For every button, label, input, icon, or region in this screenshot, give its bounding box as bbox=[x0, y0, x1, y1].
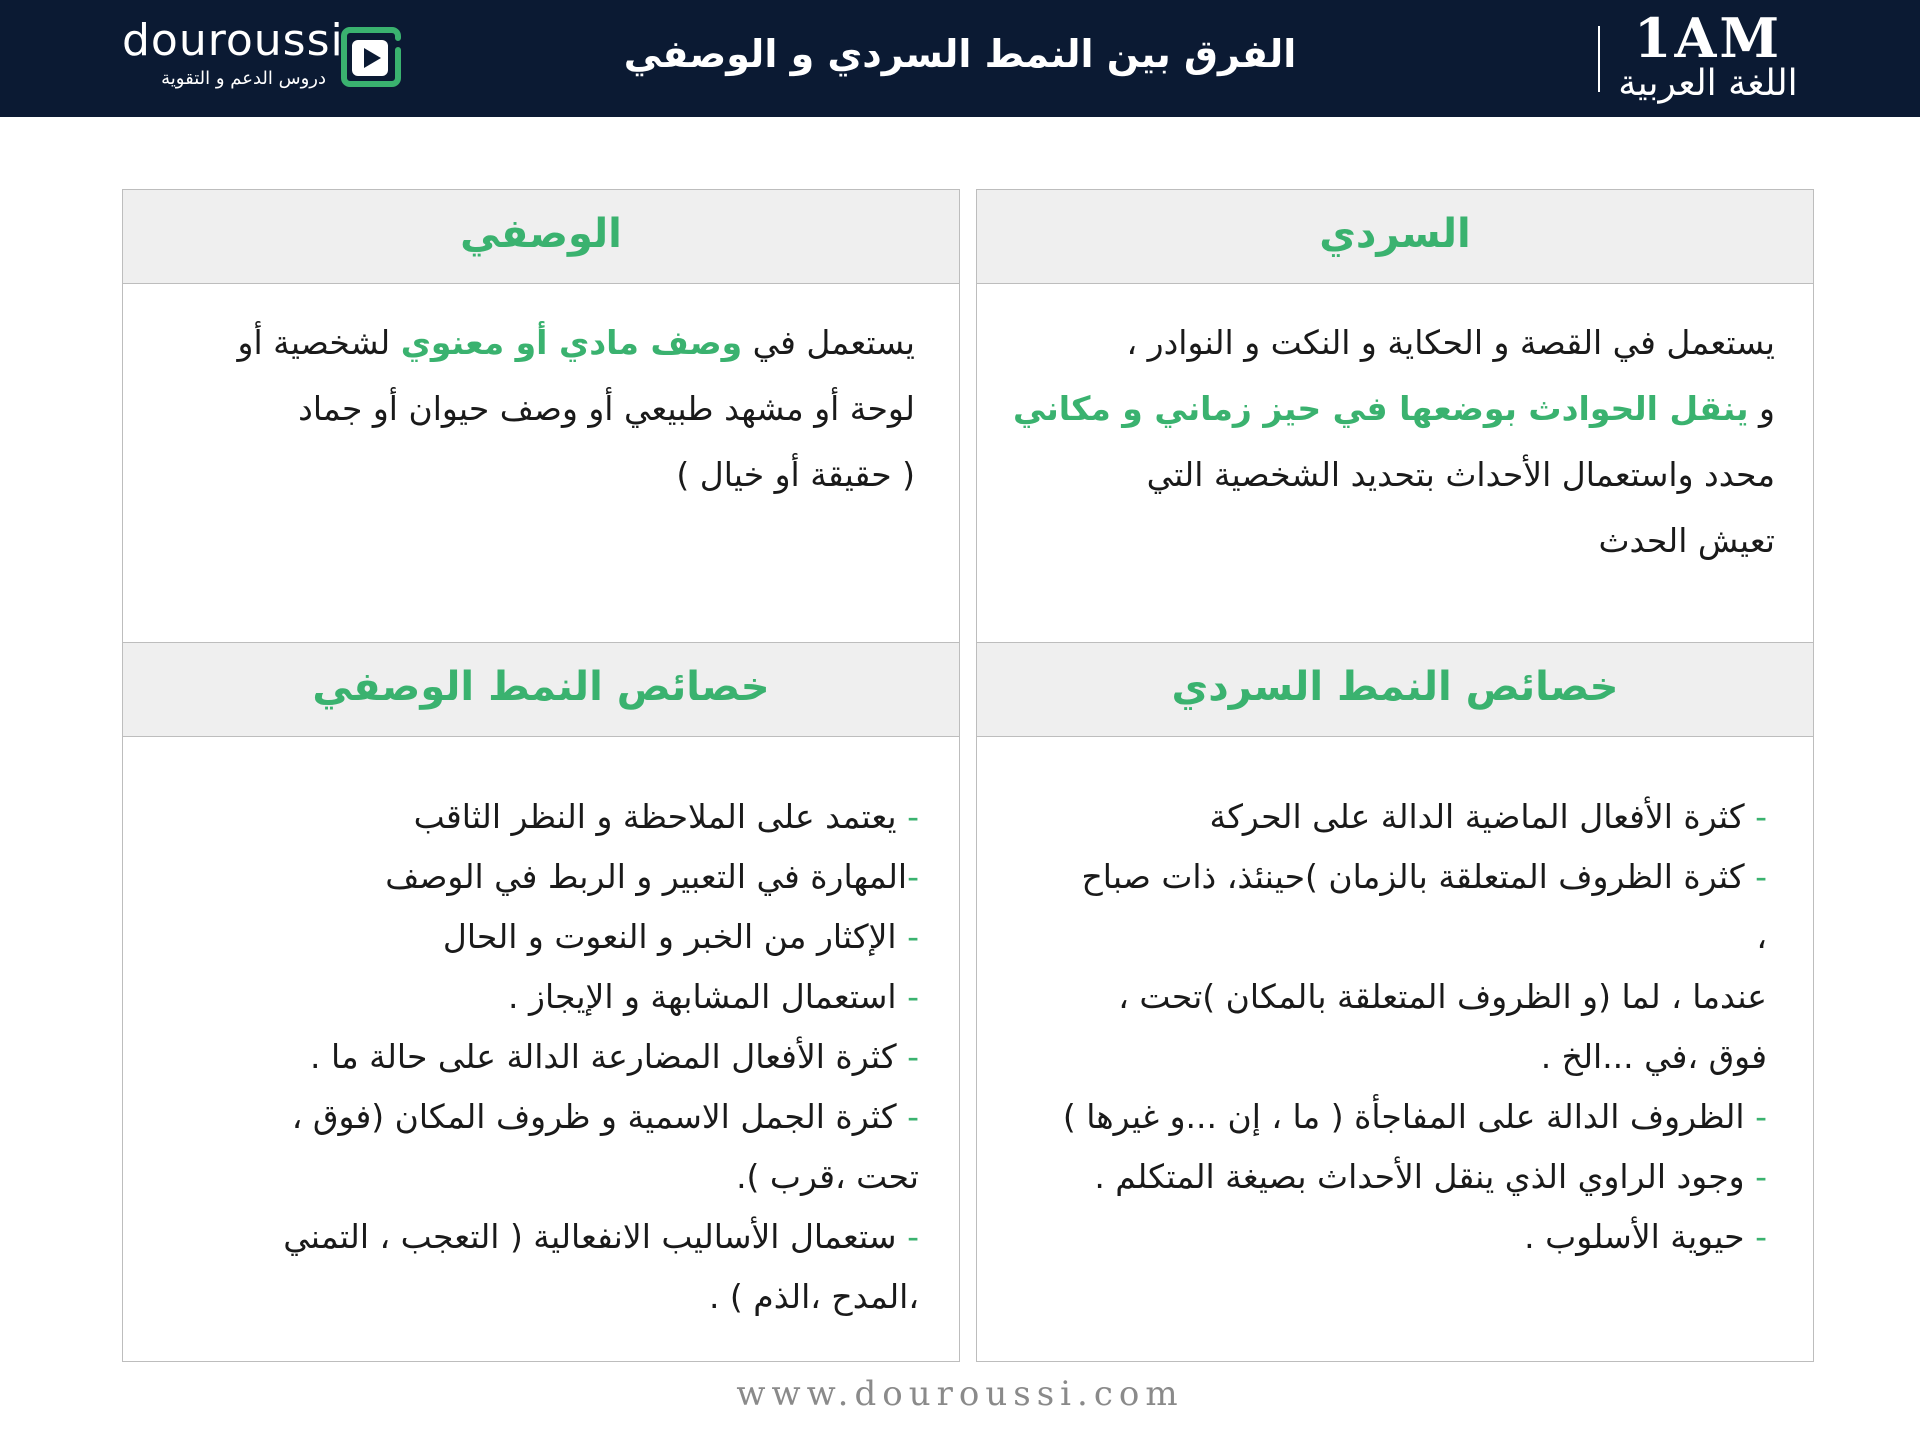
descriptive-heading: الوصفي bbox=[460, 211, 622, 257]
narrative-definition-cell bbox=[976, 283, 1814, 643]
page-header bbox=[0, 0, 1920, 117]
narrative-def-line-2 bbox=[995, 376, 1775, 442]
logo-wordmark: douroussi bbox=[122, 15, 344, 66]
bullet-dash: - bbox=[1744, 1097, 1767, 1136]
list-item bbox=[129, 907, 919, 967]
feature-text: ستعمال الأساليب الانفعالية ( التعجب ، التمني bbox=[283, 1217, 897, 1256]
list-item-continuation: فوق ،في ...الخ . bbox=[1540, 1037, 1767, 1076]
list-item bbox=[129, 967, 919, 1027]
bullet-dash: - bbox=[1744, 1157, 1767, 1196]
feature-text: كثرة الظروف المتعلقة بالزمان )حينئذ، ذات صباح bbox=[1081, 857, 1745, 896]
bullet-dash: - bbox=[1744, 1217, 1767, 1256]
narrative-features-heading-cell bbox=[976, 642, 1814, 737]
subject-label: اللغة العربية bbox=[1618, 63, 1798, 104]
descriptive-def-suffix: لشخصية أو bbox=[237, 323, 401, 362]
narrative-def-line-4: تعيش الحدث bbox=[1598, 521, 1775, 560]
list-item bbox=[987, 787, 1767, 847]
descriptive-definition bbox=[135, 310, 915, 508]
logo-tagline: دروس الدعم و التقوية bbox=[161, 68, 326, 89]
descriptive-def-highlight: وصف مادي أو معنوي bbox=[400, 323, 743, 362]
narrative-heading: السردي bbox=[1319, 211, 1471, 257]
descriptive-features-heading: خصائص النمط الوصفي bbox=[312, 664, 770, 710]
feature-text: الإكثار من الخبر و النعوت و الحال bbox=[442, 917, 897, 956]
list-item bbox=[129, 847, 919, 907]
list-item bbox=[129, 1027, 919, 1087]
list-item bbox=[987, 1147, 1767, 1207]
list-item bbox=[129, 1207, 919, 1267]
grade-block bbox=[1588, 0, 1828, 117]
narrative-def-line-1: يستعمل في القصة و الحكاية و النكت و النوادر ، bbox=[1126, 323, 1775, 362]
feature-text: كثرة الأفعال المضارعة الدالة على حالة ما . bbox=[309, 1037, 897, 1076]
grade-label: 1AM bbox=[1633, 6, 1783, 70]
bullet-dash: - bbox=[896, 1217, 919, 1256]
bullet-dash: - bbox=[896, 1097, 919, 1136]
list-item-continuation: ،المدح ،الذم ) . bbox=[708, 1277, 919, 1316]
descriptive-features-heading-cell bbox=[122, 642, 960, 737]
list-item bbox=[129, 787, 919, 847]
bullet-dash: - bbox=[896, 917, 919, 956]
narrative-features-cell bbox=[976, 736, 1814, 1362]
feature-text: كثرة الجمل الاسمية و ظروف المكان (فوق ، bbox=[291, 1097, 897, 1136]
list-item-continuation: عندما ، لما (و الظروف المتعلقة بالمكان )تحت ، bbox=[1118, 977, 1767, 1016]
descriptive-def-line-1 bbox=[135, 310, 915, 376]
narrative-features-list bbox=[987, 787, 1767, 1267]
feature-text: كثرة الأفعال الماضية الدالة على الحركة bbox=[1209, 797, 1745, 836]
feature-text: الظروف الدالة على المفاجأة ( ما ، إن ...و غيرها ) bbox=[1062, 1097, 1745, 1136]
play-icon bbox=[336, 22, 406, 92]
page-title: الفرق بين النمط السردي و الوصفي bbox=[623, 32, 1297, 76]
descriptive-features-list bbox=[129, 787, 919, 1327]
list-item bbox=[129, 1087, 919, 1147]
narrative-definition bbox=[995, 310, 1775, 574]
descriptive-def-prefix: يستعمل في bbox=[742, 323, 915, 362]
bullet-dash: - bbox=[907, 857, 919, 896]
narrative-heading-cell bbox=[976, 189, 1814, 284]
footer-url: www.douroussi.com bbox=[736, 1374, 1184, 1414]
feature-text: استعمال المشابهة و الإيجاز . bbox=[508, 977, 897, 1016]
descriptive-definition-cell bbox=[122, 283, 960, 643]
bullet-dash: - bbox=[896, 797, 919, 836]
narrative-def-highlight: ينقل الحوادث بوضعها في حيز زماني و مكاني bbox=[1013, 389, 1749, 428]
descriptive-def-line-3: ( حقيقة أو خيال ) bbox=[676, 455, 915, 494]
narrative-def-prefix: و bbox=[1748, 389, 1775, 428]
descriptive-def-line-2: لوحة أو مشهد طبيعي أو وصف حيوان أو جماد bbox=[298, 389, 915, 428]
bullet-dash: - bbox=[1744, 797, 1767, 836]
bullet-dash: - bbox=[896, 1037, 919, 1076]
list-item-continuation: ، bbox=[1756, 917, 1767, 956]
descriptive-heading-cell bbox=[122, 189, 960, 284]
list-item-continuation: تحت ،قرب ). bbox=[736, 1157, 919, 1196]
descriptive-features-cell bbox=[122, 736, 960, 1362]
feature-text: حيوية الأسلوب . bbox=[1524, 1217, 1745, 1256]
list-item bbox=[987, 847, 1767, 907]
list-item bbox=[987, 1087, 1767, 1147]
list-item bbox=[987, 1207, 1767, 1267]
feature-text: وجود الراوي الذي ينقل الأحداث بصيغة المتكلم . bbox=[1094, 1157, 1745, 1196]
narrative-features-heading: خصائص النمط السردي bbox=[1171, 664, 1619, 710]
bullet-dash: - bbox=[1744, 857, 1767, 896]
bullet-dash: - bbox=[896, 977, 919, 1016]
narrative-def-line-3: محدد واستعمال الأحداث بتحديد الشخصية التي bbox=[1146, 455, 1775, 494]
feature-text: المهارة في التعبير و الربط في الوصف bbox=[385, 857, 908, 896]
feature-text: يعتمد على الملاحظة و النظر الثاقب bbox=[413, 797, 897, 836]
